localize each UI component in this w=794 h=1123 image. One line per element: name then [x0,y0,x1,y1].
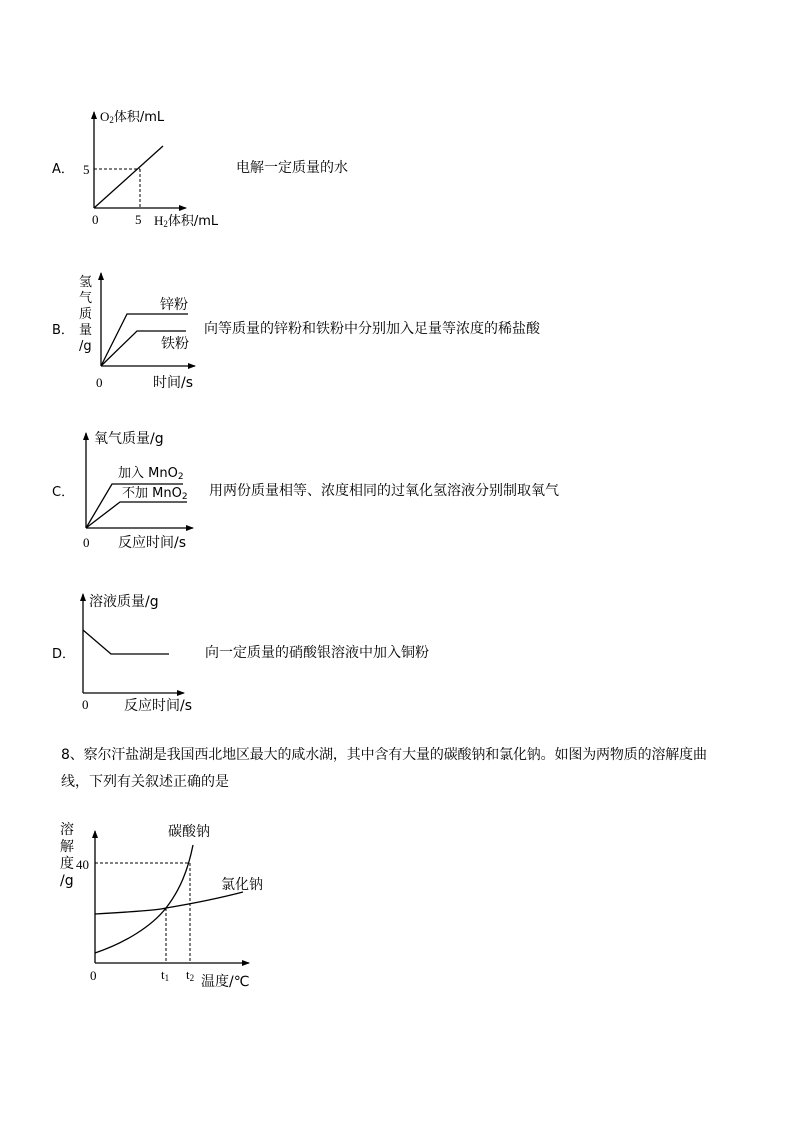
question-8-stem-line-2: 线，下列有关叙述正确的是 [61,774,229,790]
graph-c-series-without-mno2: 不加 MnO$_2$ [122,486,188,502]
graph-c-origin: 0 [83,535,90,550]
graph-q8-x-tick-t1: $t_1$ [161,967,170,983]
graph-q8-y-label-char: /g [60,873,74,889]
option-a-letter: A． [52,162,74,177]
graph-q8-x-label: 温度/℃ [201,974,250,990]
question-8-stem-line-1: 8、察尔汗盐湖是我国西北地区最大的咸水湖，其中含有大量的碳酸钠和氯化钠。如图为两物质的溶解度曲 [61,747,707,763]
option-a-description: 电解一定质量的水 [236,160,348,176]
option-d-description: 向一定质量的硝酸银溶液中加入铜粉 [205,645,429,661]
graph-q8-sodium-carbonate-curve [95,845,193,953]
graph-q8-y-tick: 40 [76,857,89,872]
graph-b-y-label-char: 质 [79,307,93,322]
graph-d-x-label: 反应时间/s [124,698,193,714]
graph-c-series-with-mno2: 加入 MnO$_2$ [118,466,184,482]
option-b-description: 向等质量的锌粉和铁粉中分别加入足量等浓度的稀盐酸 [204,321,540,337]
graph-a-y-tick: 5 [83,162,90,177]
graph-a-origin: 0 [92,212,99,227]
graph-q8-x-tick-t2: $t_2$ [186,967,195,983]
graph-q8-origin: 0 [90,968,97,983]
option-b-letter: B． [52,323,74,338]
graph-q8-y-label-char: 度 [60,856,74,872]
option-c-description: 用两份质量相等、浓度相同的过氧化氢溶液分别制取氧气 [209,483,559,499]
graph-d-origin: 0 [82,697,89,712]
graph-b-y-label-char: 气 [79,291,93,306]
graph-b-series-zinc: 锌粉 [160,297,188,313]
graph-d-y-label: 溶液质量/g [89,594,159,610]
graph-c-y-label: 氧气质量/g [94,431,164,447]
graph-a-x-label: $H_2$体积/mL [154,213,219,229]
graph-a-y-label: $O_2$体积/mL [100,109,165,125]
graph-b-y-label-char: 量 [79,323,93,338]
option-d-letter: D． [52,647,76,662]
graph-c-x-label: 反应时间/s [118,535,187,551]
graph-a-x-tick: 5 [135,212,142,227]
graph-b-origin: 0 [96,375,103,390]
graph-q8-curve-label-sodium-carbonate: 碳酸钠 [168,824,210,840]
graph-b-x-label: 时间/s [153,375,194,391]
graph-q8-y-label-char: 解 [60,839,74,855]
graph-q8-curve-label-sodium-chloride: 氯化钠 [221,877,263,893]
option-c-letter: C． [52,485,75,500]
graph-q8-y-label-char: 溶 [60,822,74,838]
graph-b-y-label-char: /g [79,339,92,354]
graph-b-y-label-char: 氢 [79,275,93,290]
graph-b-series-iron: 铁粉 [161,336,189,352]
